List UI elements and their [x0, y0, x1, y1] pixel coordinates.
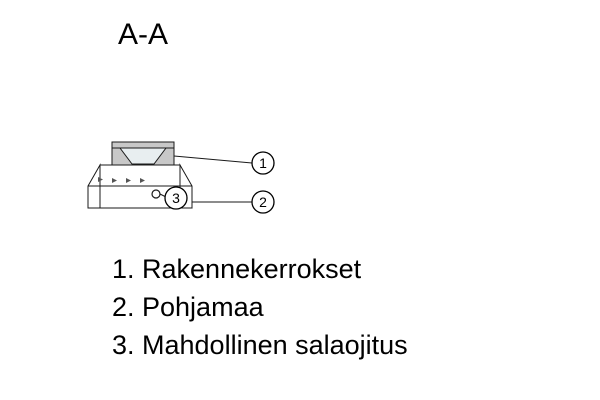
legend-item-1: 1. Rakennekerrokset: [112, 254, 362, 284]
section-title: A-A: [118, 18, 169, 51]
svg-text:3: 3: [172, 190, 180, 206]
drain-pipe-symbol: [152, 190, 160, 198]
legend-item-2: 2. Pohjamaa: [112, 292, 264, 322]
svg-text:1: 1: [259, 155, 267, 171]
callout-2: [252, 191, 274, 213]
structure-layers-shape: [112, 142, 174, 165]
svg-text:2: 2: [259, 194, 267, 210]
callout-1: [252, 152, 274, 174]
cross-section-figure: [80, 120, 380, 230]
legend-item-3: 3. Mahdollinen salaojitus: [112, 330, 408, 360]
legend-list: [112, 250, 408, 364]
callout-3: [165, 187, 187, 209]
